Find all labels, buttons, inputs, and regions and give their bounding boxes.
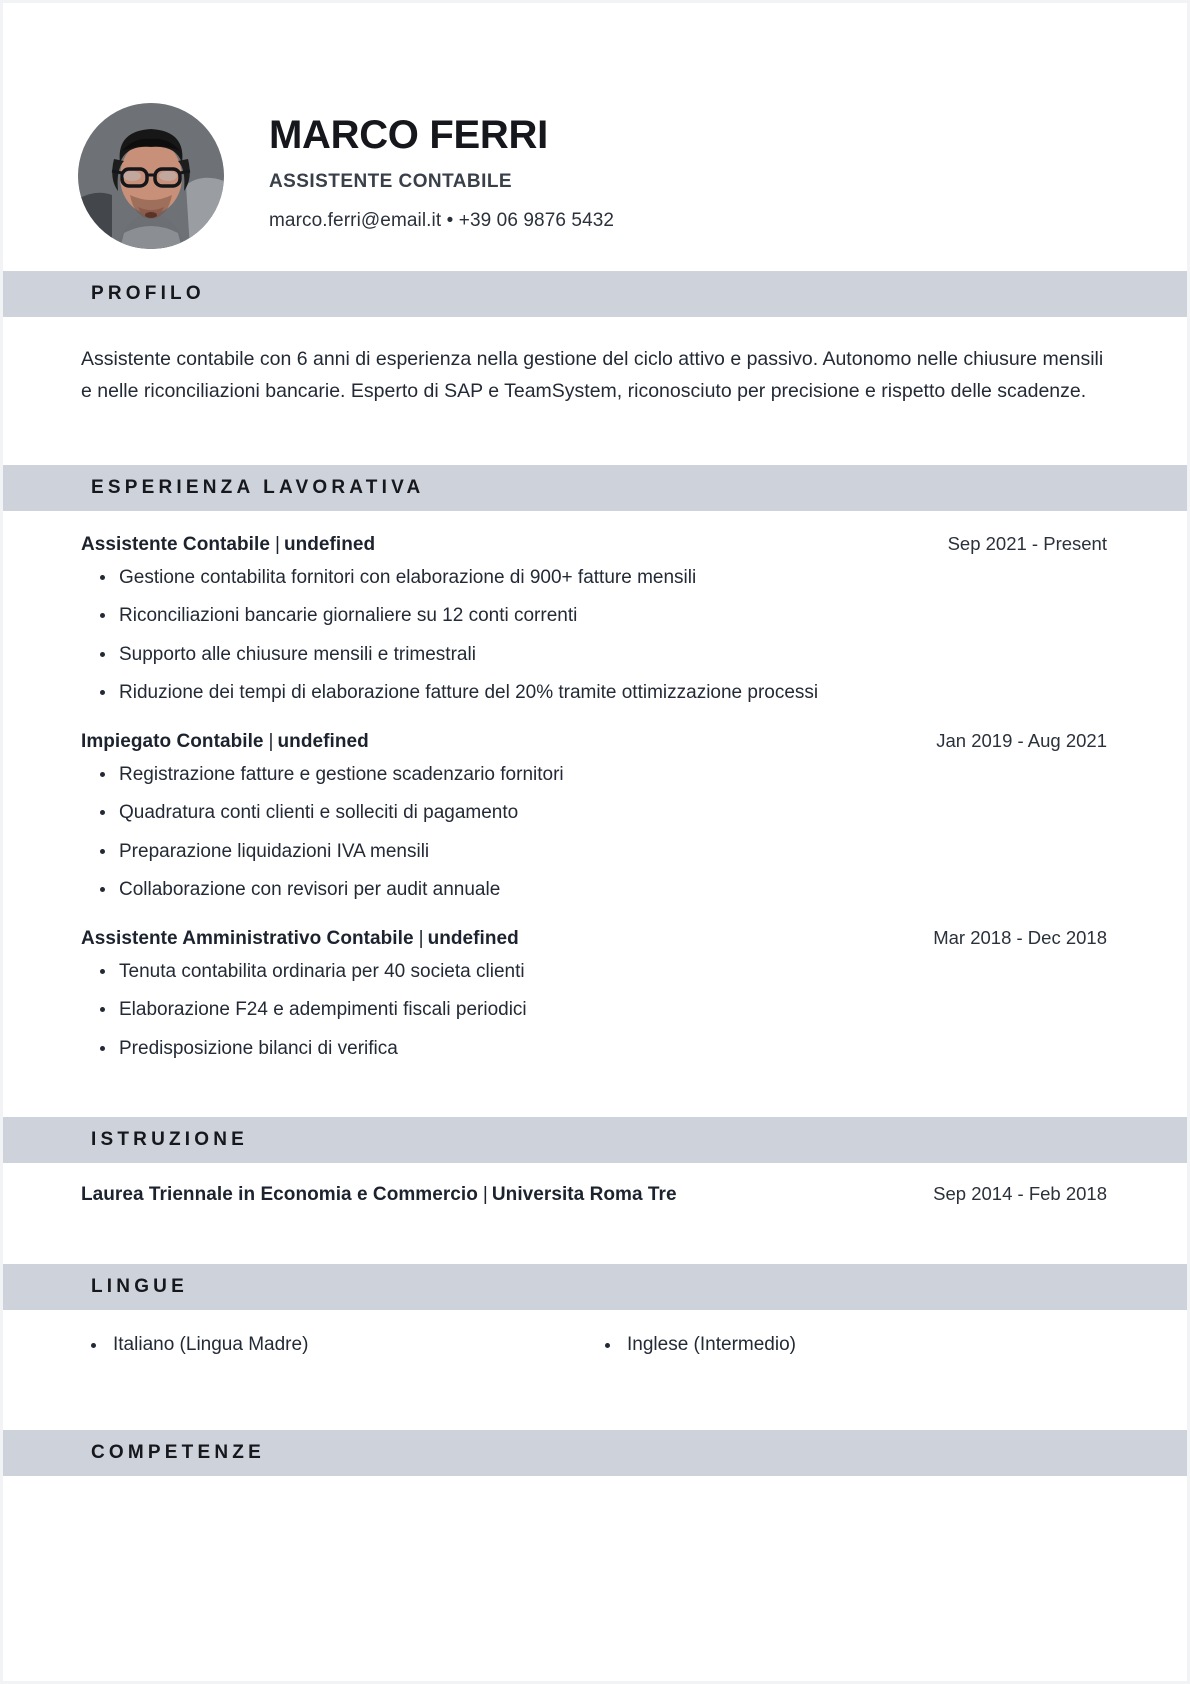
- resume-header: [3, 3, 1187, 271]
- section-title-languages: LINGUE: [91, 1275, 188, 1297]
- section-title-profile: PROFILO: [91, 283, 205, 304]
- section-header-skills: [3, 1430, 1187, 1476]
- list-item: Collaborazione con revisori per audit annuale: [81, 877, 1109, 902]
- list-item: Riconciliazioni bancarie giornaliere su 12 conti correnti: [81, 603, 1109, 628]
- title-separator: |: [482, 1183, 488, 1205]
- skills-section-body: [3, 1476, 1187, 1676]
- list-item: Quadratura conti clienti e solleciti di pagamento: [81, 800, 1109, 825]
- experience-entry-title: [81, 534, 375, 556]
- experience-company: undefined: [277, 731, 369, 753]
- avatar: [78, 103, 224, 249]
- languages-section-spacer: [3, 1356, 1187, 1430]
- header-contact: marco.ferri@email.it • +39 06 9876 5432: [269, 209, 615, 231]
- experience-section-spacer: [3, 1061, 1187, 1117]
- section-header-education: [3, 1117, 1187, 1163]
- education-institution: Universita Roma Tre: [491, 1183, 677, 1205]
- list-item: Preparazione liquidazioni IVA mensili: [81, 839, 1109, 864]
- profile-photo-icon: [78, 103, 224, 249]
- experience-company: undefined: [427, 928, 519, 950]
- section-title-education: ISTRUZIONE: [91, 1128, 249, 1150]
- education-entry-date: Sep 2014 - Feb 2018: [933, 1182, 1107, 1204]
- experience-entry-header: [81, 533, 1109, 556]
- title-separator: |: [268, 731, 274, 753]
- list-item: Italiano (Lingua Madre): [81, 1334, 595, 1356]
- languages-column-right: [595, 1334, 1109, 1356]
- experience-bullet-list: [81, 762, 1109, 902]
- education-entry: [81, 1183, 1109, 1206]
- section-title-experience: ESPERIENZA LAVORATIVA: [91, 477, 425, 498]
- list-item: Riduzione dei tempi di elaborazione fatture del 20% tramite ottimizzazione processi: [81, 680, 1109, 705]
- experience-entry-header: [81, 730, 1109, 753]
- experience-entry: [81, 533, 1109, 705]
- list-item: Registrazione fatture e gestione scadenzario fornitori: [81, 762, 1109, 787]
- experience-job-title: Assistente Contabile: [81, 534, 270, 555]
- profile-summary-text: Assistente contabile con 6 anni di esperienza nella gestione del ciclo attivo e passivo. Autonomo nelle chiusure mensili e nelle riconciliazioni bancarie. Esperto di SAP e TeamSystem, riconosciuto per precisione e rispetto delle scadenze.: [81, 348, 1104, 402]
- experience-company: undefined: [283, 534, 376, 555]
- experience-entry-date: Mar 2018 - Dec 2018: [933, 927, 1107, 949]
- list-item: Elaborazione F24 e adempimenti fiscali periodici: [81, 997, 1109, 1022]
- header-job-title: ASSISTENTE CONTABILE: [269, 170, 512, 192]
- title-separator: |: [418, 928, 424, 950]
- experience-job-title: Assistente Amministrativo Contabile: [81, 928, 414, 950]
- list-item: Predisposizione bilanci di verifica: [81, 1036, 1109, 1061]
- section-header-languages: [3, 1264, 1187, 1310]
- languages-list: [3, 1310, 1187, 1356]
- experience-entry: [81, 730, 1109, 902]
- experience-list: [3, 511, 1187, 1061]
- section-header-experience: [3, 465, 1187, 511]
- profile-section-body: [3, 317, 1187, 465]
- languages-column-left: [81, 1334, 595, 1356]
- experience-entry-date: Jan 2019 - Aug 2021: [936, 730, 1107, 752]
- experience-job-title: Impiegato Contabile: [81, 731, 264, 753]
- education-list: [3, 1163, 1187, 1206]
- title-separator: |: [274, 534, 280, 555]
- education-degree: Laurea Triennale in Economia e Commercio: [81, 1183, 478, 1205]
- experience-entry: [81, 927, 1109, 1061]
- list-item: Gestione contabilita fornitori con elaborazione di 900+ fatture mensili: [81, 565, 1109, 590]
- section-title-skills: COMPETENZE: [91, 1441, 265, 1463]
- list-item: Inglese (Intermedio): [595, 1334, 1109, 1356]
- header-text-block: [269, 114, 614, 237]
- experience-entry-header: [81, 927, 1109, 950]
- list-item: Supporto alle chiusure mensili e trimestrali: [81, 642, 1109, 667]
- experience-bullet-list: [81, 959, 1109, 1061]
- education-entry-title: [81, 1184, 677, 1206]
- list-item: Tenuta contabilita ordinaria per 40 societa clienti: [81, 959, 1109, 984]
- page-title: MARCO FERRI: [269, 113, 548, 158]
- section-header-profile: [3, 271, 1187, 317]
- experience-bullet-list: [81, 565, 1109, 705]
- education-section-spacer: [3, 1206, 1187, 1264]
- experience-entry-title: [81, 928, 519, 950]
- education-entry-header: [81, 1183, 1109, 1206]
- experience-entry-date: Sep 2021 - Present: [947, 533, 1107, 554]
- experience-entry-title: [81, 731, 369, 753]
